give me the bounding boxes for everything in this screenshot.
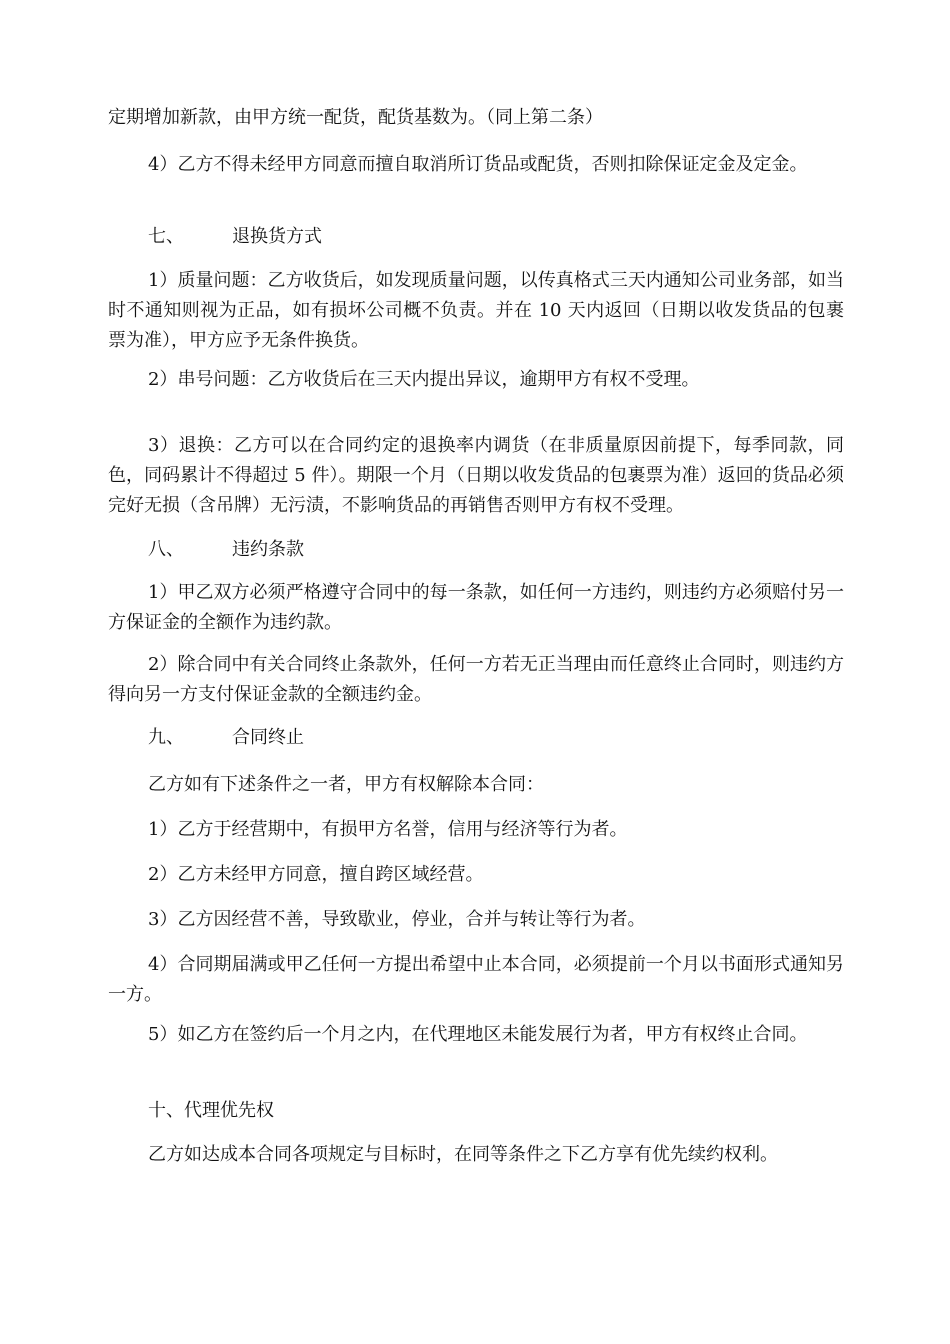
section-10-heading — [148, 1096, 274, 1126]
paragraph-9-intro: 乙方如有下述条件之一者，甲方有权解除本合同： — [148, 774, 544, 795]
section-8-number: 八、 — [148, 539, 184, 560]
section-7-heading — [148, 222, 322, 252]
paragraph-7-1: 1）质量问题：乙方收货后，如发现质量问题，以传真格式三天内通知公司业务部，如当时不通知则视为正品，如有损坏公司概不负责。并在 10 天内返回（日期以收发货品的包裹票为准），甲方应予无条件换货。 — [108, 270, 844, 351]
section-8-title: 违约条款 — [232, 539, 304, 560]
section-9-number: 九、 — [148, 727, 184, 748]
section-7-title: 退换货方式 — [232, 226, 322, 247]
paragraph-8-2: 2）除合同中有关合同终止条款外，任何一方若无正当理由而任意终止合同时，则违约方得向另一方支付保证金款的全额违约金。 — [108, 654, 844, 705]
paragraph-9-2: 2）乙方未经甲方同意，擅自跨区域经营。 — [148, 864, 484, 885]
section-9-title: 合同终止 — [232, 727, 304, 748]
paragraph-8-1: 1）甲乙双方必须严格遵守合同中的每一条款，如任何一方违约，则违约方必须赔付另一方保证金的全额作为违约款。 — [108, 582, 844, 633]
paragraph-9-3: 3）乙方因经营不善，导致歇业，停业，合并与转让等行为者。 — [148, 909, 646, 930]
section-8-heading — [148, 535, 304, 565]
paragraph-10: 乙方如达成本合同各项规定与目标时，在同等条件之下乙方享有优先续约权利。 — [148, 1144, 778, 1165]
paragraph-continuation: 定期增加新款，由甲方统一配货，配货基数为。（同上第二条） — [108, 107, 603, 128]
paragraph-7-2: 2）串号问题：乙方收货后在三天内提出异议，逾期甲方有权不受理。 — [148, 369, 700, 390]
paragraph-6-4: 4）乙方不得未经甲方同意而擅自取消所订货品或配货，否则扣除保证定金及定金。 — [148, 154, 808, 175]
section-10-title: 十、代理优先权 — [148, 1100, 274, 1121]
paragraph-9-1: 1）乙方于经营期中，有损甲方名誉，信用与经济等行为者。 — [148, 819, 628, 840]
section-7-number: 七、 — [148, 226, 184, 247]
paragraph-9-5: 5）如乙方在签约后一个月之内，在代理地区未能发展行为者，甲方有权终止合同。 — [148, 1024, 808, 1045]
paragraph-9-4: 4）合同期届满或甲乙任何一方提出希望中止本合同，必须提前一个月以书面形式通知另一方。 — [108, 954, 844, 1005]
section-9-heading — [148, 723, 304, 753]
paragraph-7-3: 3）退换：乙方可以在合同约定的退换率内调货（在非质量原因前提下，每季同款，同色，同码累计不得超过 5 件）。期限一个月（日期以收发货品的包裹票为准）返回的货品必须完好无损（含吊牌）无污渍，不影响货品的再销售否则甲方有权不受理。 — [108, 435, 844, 516]
